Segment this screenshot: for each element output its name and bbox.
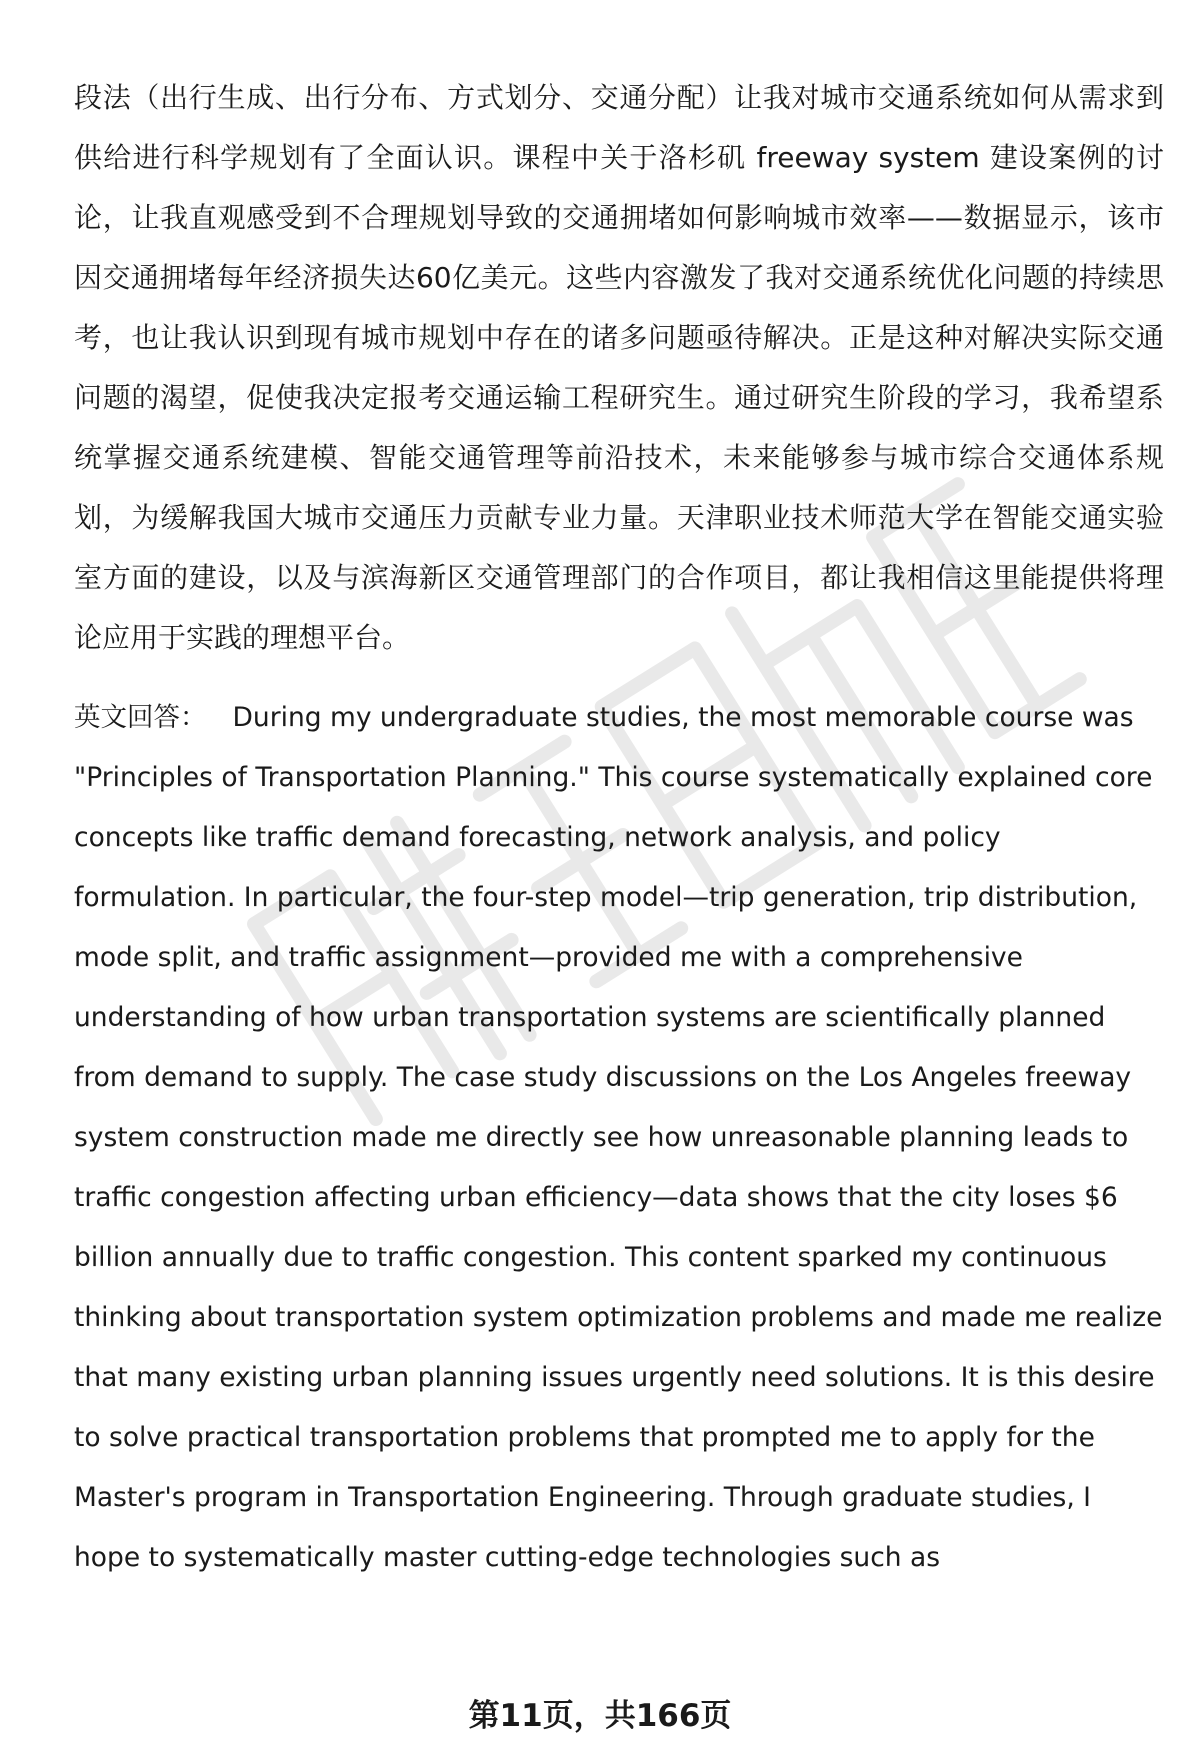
english-answer-paragraph (74, 688, 1164, 1588)
page-number: 第11页，共166页 (468, 1698, 732, 1734)
chinese-paragraph: 段法（出行生成、出行分布、方式划分、交通分配）让我对城市交通系统如何从需求到供给进行科学规划有了全面认识。课程中关于洛杉矶 freeway system 建设案例的讨论，让我直观感受到不合理规划导致的交通拥堵如何影响城市效率——数据显示，该市因交通拥堵每年经济损失达60亿美元。这些内容激发了我对交通系统优化问题的持续思考，也让我认识到现有城市规划中存在的诸多问题亟待解决。正是这种对解决实际交通问题的渴望，促使我决定报考交通运输工程研究生。通过研究生阶段的学习，我希望系统掌握交通系统建模、智能交通管理等前沿技术，未来能够参与城市综合交通体系规划，为缓解我国大城市交通压力贡献专业力量。天津职业技术师范大学在智能交通实验室方面的建设，以及与滨海新区交通管理部门的合作项目，都让我相信这里能提供将理论应用于实践的理想平台。 (74, 81, 1164, 654)
document-body (74, 68, 1164, 1588)
english-answer-label: 英文回答： (74, 702, 207, 733)
english-answer-text: During my undergraduate studies, the most memorable course was "Principles of Transportation Planning." This course systematically explained core concepts like traffic demand forecasting, network analysis, and policy formulation. In particular, the four-step model—trip generation, trip distribution, mode split, and traffic assignment—provided me with a comprehensive understanding of how urban transportation systems are scientifically planned from demand to supply. The case study discussions on the Los Angeles freeway system construction made me directly see how unreasonable planning leads to traffic congestion affecting urban efficiency—data shows that the city loses $6 billion annually due to traffic congestion. This content sparked my continuous thinking about transportation system optimization problems and made me realize that many existing urban planning issues urgently need solutions. It is this desire to solve practical transportation problems that prompted me to apply for the Master's program in Transportation Engineering. Through graduate studies, I hope to systematically master cutting-edge technologies such as (74, 702, 1163, 1573)
